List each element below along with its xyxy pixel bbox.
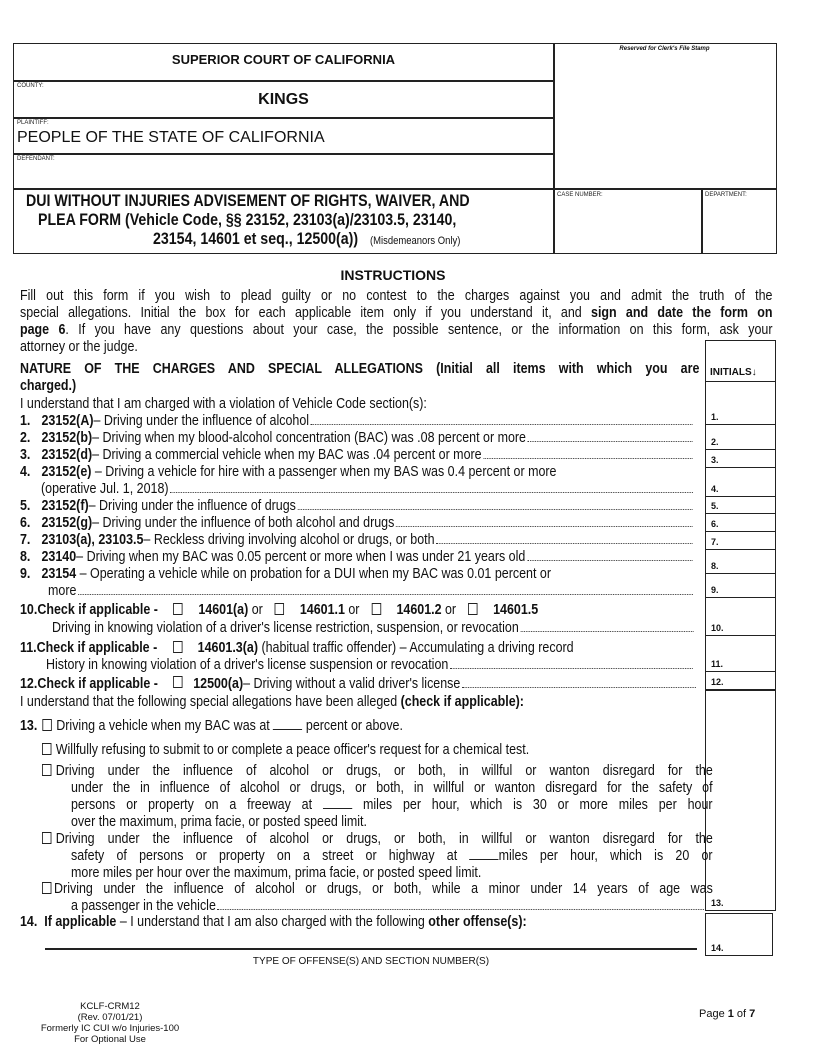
charge-item-7: 7. 23103(a), 23103.5 – Reckless driving involving alcohol or drugs, or both — [20, 532, 693, 549]
initials-header: INITIALS↓ — [705, 340, 776, 382]
checkbox-14601-1[interactable] — [275, 603, 284, 615]
special-item-refusal: Willfully refusing to submit to or complete a peace officer's request for a chemical test. — [42, 742, 529, 759]
plaintiff-label: PLAINTIFF: — [17, 120, 49, 126]
other-offenses: 14. If applicable – I understand that I am also charged with the following other offense(s): — [20, 914, 527, 930]
case-number-field[interactable] — [557, 200, 697, 250]
initials-box-4[interactable]: 4. — [705, 468, 776, 497]
special-item-freeway-cont: persons or property on a freeway at miles per hour, which is 30 or more miles per hour — [71, 797, 713, 813]
nature-intro: I understand that I am charged with a violation of Vehicle Code section(s): — [20, 396, 427, 412]
checkbox-minor[interactable] — [42, 882, 51, 894]
initials-box-2[interactable]: 2. — [705, 425, 776, 450]
checkbox-bac[interactable] — [43, 719, 52, 731]
initials-box-1[interactable]: 1. — [705, 382, 776, 425]
initials-box-12[interactable]: 12. — [705, 672, 776, 690]
special-item-minor: Driving under the influence of alcohol or drugs, or both, while a minor under 14 years of age was — [42, 881, 713, 898]
charge-item-9-cont: more — [48, 583, 693, 600]
nature-heading: NATURE OF THE CHARGES AND SPECIAL ALLEGATIONS (Initial all items with which you are — [20, 361, 700, 377]
court-name: SUPERIOR COURT OF CALIFORNIA — [171, 52, 396, 67]
department-field[interactable] — [705, 200, 773, 250]
initials-box-5[interactable]: 5. — [705, 497, 776, 514]
instructions-line: attorney or the judge. — [20, 339, 138, 355]
checkbox-street[interactable] — [42, 832, 51, 844]
case-number-label: CASE NUMBER: — [557, 192, 603, 198]
instructions-line: Fill out this form if you wish to plead guilty or no contest to the charges against you and admit the truth of the — [20, 288, 773, 304]
bac-blank[interactable] — [273, 729, 302, 730]
charge-item-11-cont: History in knowing violation of a driver's license suspension or revocation — [46, 657, 693, 674]
form-title-line-3: 23154, 14601 et seq., 12500(a)) (Misdemeanors Only) — [153, 230, 461, 248]
charge-item-5: 5. 23152(f) – Driving under the influence of drugs — [20, 498, 693, 515]
clerk-stamp-label: Reserved for Clerk's File Stamp — [619, 46, 710, 52]
form-title-line-1: DUI WITHOUT INJURIES ADVISEMENT OF RIGHTS, WAIVER, AND — [26, 192, 470, 210]
special-item-bac: 13. Driving a vehicle when my BAC was at percent or above. — [20, 718, 403, 734]
divider — [13, 153, 554, 155]
checkbox-14601-3a[interactable] — [173, 641, 182, 653]
divider — [701, 188, 703, 254]
initials-box-14[interactable]: 14. — [705, 913, 773, 956]
initials-box-3[interactable]: 3. — [705, 450, 776, 468]
other-offense-caption: TYPE OF OFFENSE(S) AND SECTION NUMBER(S) — [252, 956, 490, 967]
county-value: KINGS — [258, 91, 309, 108]
special-item-street-cont: safety of persons or property on a street or highway at miles per hour, which is 20 or — [71, 848, 713, 864]
charge-item-2: 2. 23152(b) – Driving when my blood-alcohol concentration (BAC) was .08 percent or more — [20, 430, 693, 447]
charge-item-6: 6. 23152(g) – Driving under the influence of both alcohol and drugs — [20, 515, 693, 532]
initials-box-6[interactable]: 6. — [705, 514, 776, 532]
plaintiff-value: PEOPLE OF THE STATE OF CALIFORNIA — [17, 129, 325, 146]
special-item-freeway-cont: under the in influence of alcohol or drugs, or both, in willful or wanton disregard for the safety of — [71, 780, 713, 796]
charge-item-3: 3. 23152(d) – Driving a commercial vehicle when my BAC was .04 percent or more — [20, 447, 693, 464]
initials-box-11[interactable]: 11. — [705, 636, 776, 672]
defendant-label: DEFENDANT: — [17, 156, 55, 162]
charge-item-1: 1. 23152(A) – Driving under the influence of alcohol — [20, 413, 693, 430]
nature-heading-cont: charged.) — [20, 378, 77, 394]
initials-box-13[interactable]: 13. — [705, 690, 776, 911]
special-intro: I understand that the following special allegations have been alleged (check if applicable): — [20, 694, 524, 710]
checkbox-14601-5[interactable] — [468, 603, 477, 615]
charge-item-4: 4. 23152(e) – Driving a vehicle for hire with a passenger when my BAS was 0.4 percent or more — [20, 464, 557, 480]
freeway-speed-blank[interactable] — [323, 808, 352, 809]
checkbox-14601-2[interactable] — [372, 603, 381, 615]
divider — [13, 188, 777, 190]
special-item-street: Driving under the influence of alcohol or drugs, or both, in willful or wanton disregard for the — [42, 831, 713, 848]
checkbox-12500a[interactable] — [173, 676, 182, 688]
charge-item-10-cont: Driving in knowing violation of a driver's license restriction, suspension, or revocation — [52, 620, 694, 637]
initials-box-7[interactable]: 7. — [705, 532, 776, 550]
checkbox-freeway[interactable] — [42, 764, 51, 776]
instructions-heading: INSTRUCTIONS — [340, 267, 446, 283]
defendant-field[interactable] — [17, 164, 547, 186]
charge-item-11: 11.Check if applicable - 14601.3(a) (habitual traffic offender) – Accumulating a driving record — [20, 640, 574, 656]
form-id: KCLF-CRM12 (Rev. 07/01/21) Formerly IC CUI w/o Injuries-100 For Optional Use — [40, 1001, 180, 1045]
charge-item-10: 10.Check if applicable - 14601(a) or 14601.1 or 14601.2 or 14601.5 — [20, 602, 539, 618]
special-item-freeway: Driving under the influence of alcohol or drugs, or both, in willful or wanton disregard for the — [42, 763, 713, 780]
checkbox-refusal[interactable] — [42, 743, 51, 755]
charge-item-9: 9. 23154 – Operating a vehicle while on probation for a DUI when my BAC was 0.01 percent or — [20, 566, 551, 582]
other-offense-field[interactable] — [45, 948, 697, 950]
initials-box-9[interactable]: 9. — [705, 574, 776, 598]
initials-box-8[interactable]: 8. — [705, 550, 776, 574]
form-title-line-2: PLEA FORM (Vehicle Code, §§ 23152, 23103(a)/23103.5, 23140, — [38, 211, 457, 229]
county-label: COUNTY: — [17, 83, 44, 89]
page-number: Page 1 of 7 — [699, 1008, 756, 1020]
checkbox-14601a[interactable] — [173, 603, 182, 615]
special-item-street-cont: more miles per hour over the maximum, prima facie, or posted speed limit. — [71, 865, 482, 881]
special-item-freeway-cont: over the maximum, prima facie, or posted speed limit. — [71, 814, 367, 830]
instructions-line: page 6. If you have any questions about your case, the possible sentence, or the information on this form, ask your — [20, 322, 773, 338]
street-speed-blank[interactable] — [469, 859, 498, 860]
initials-box-10[interactable]: 10. — [705, 598, 776, 636]
charge-item-8: 8. 23140 – Driving when my BAC was 0.05 percent or more when I was under 21 years old — [20, 549, 693, 566]
special-item-minor-cont: a passenger in the vehicle — [71, 898, 704, 915]
charge-item-4-cont: (operative Jul. 1, 2018) — [41, 481, 693, 498]
charge-item-12: 12. Check if applicable - 12500(a) – Driving without a valid driver's license — [20, 676, 696, 693]
divider — [13, 117, 554, 119]
instructions-line: special allegations. Initial the box for each applicable item only if you understand it, and sign and date the form on — [20, 305, 773, 321]
department-label: DEPARTMENT: — [705, 192, 747, 198]
divider — [13, 80, 554, 82]
divider — [553, 43, 555, 254]
